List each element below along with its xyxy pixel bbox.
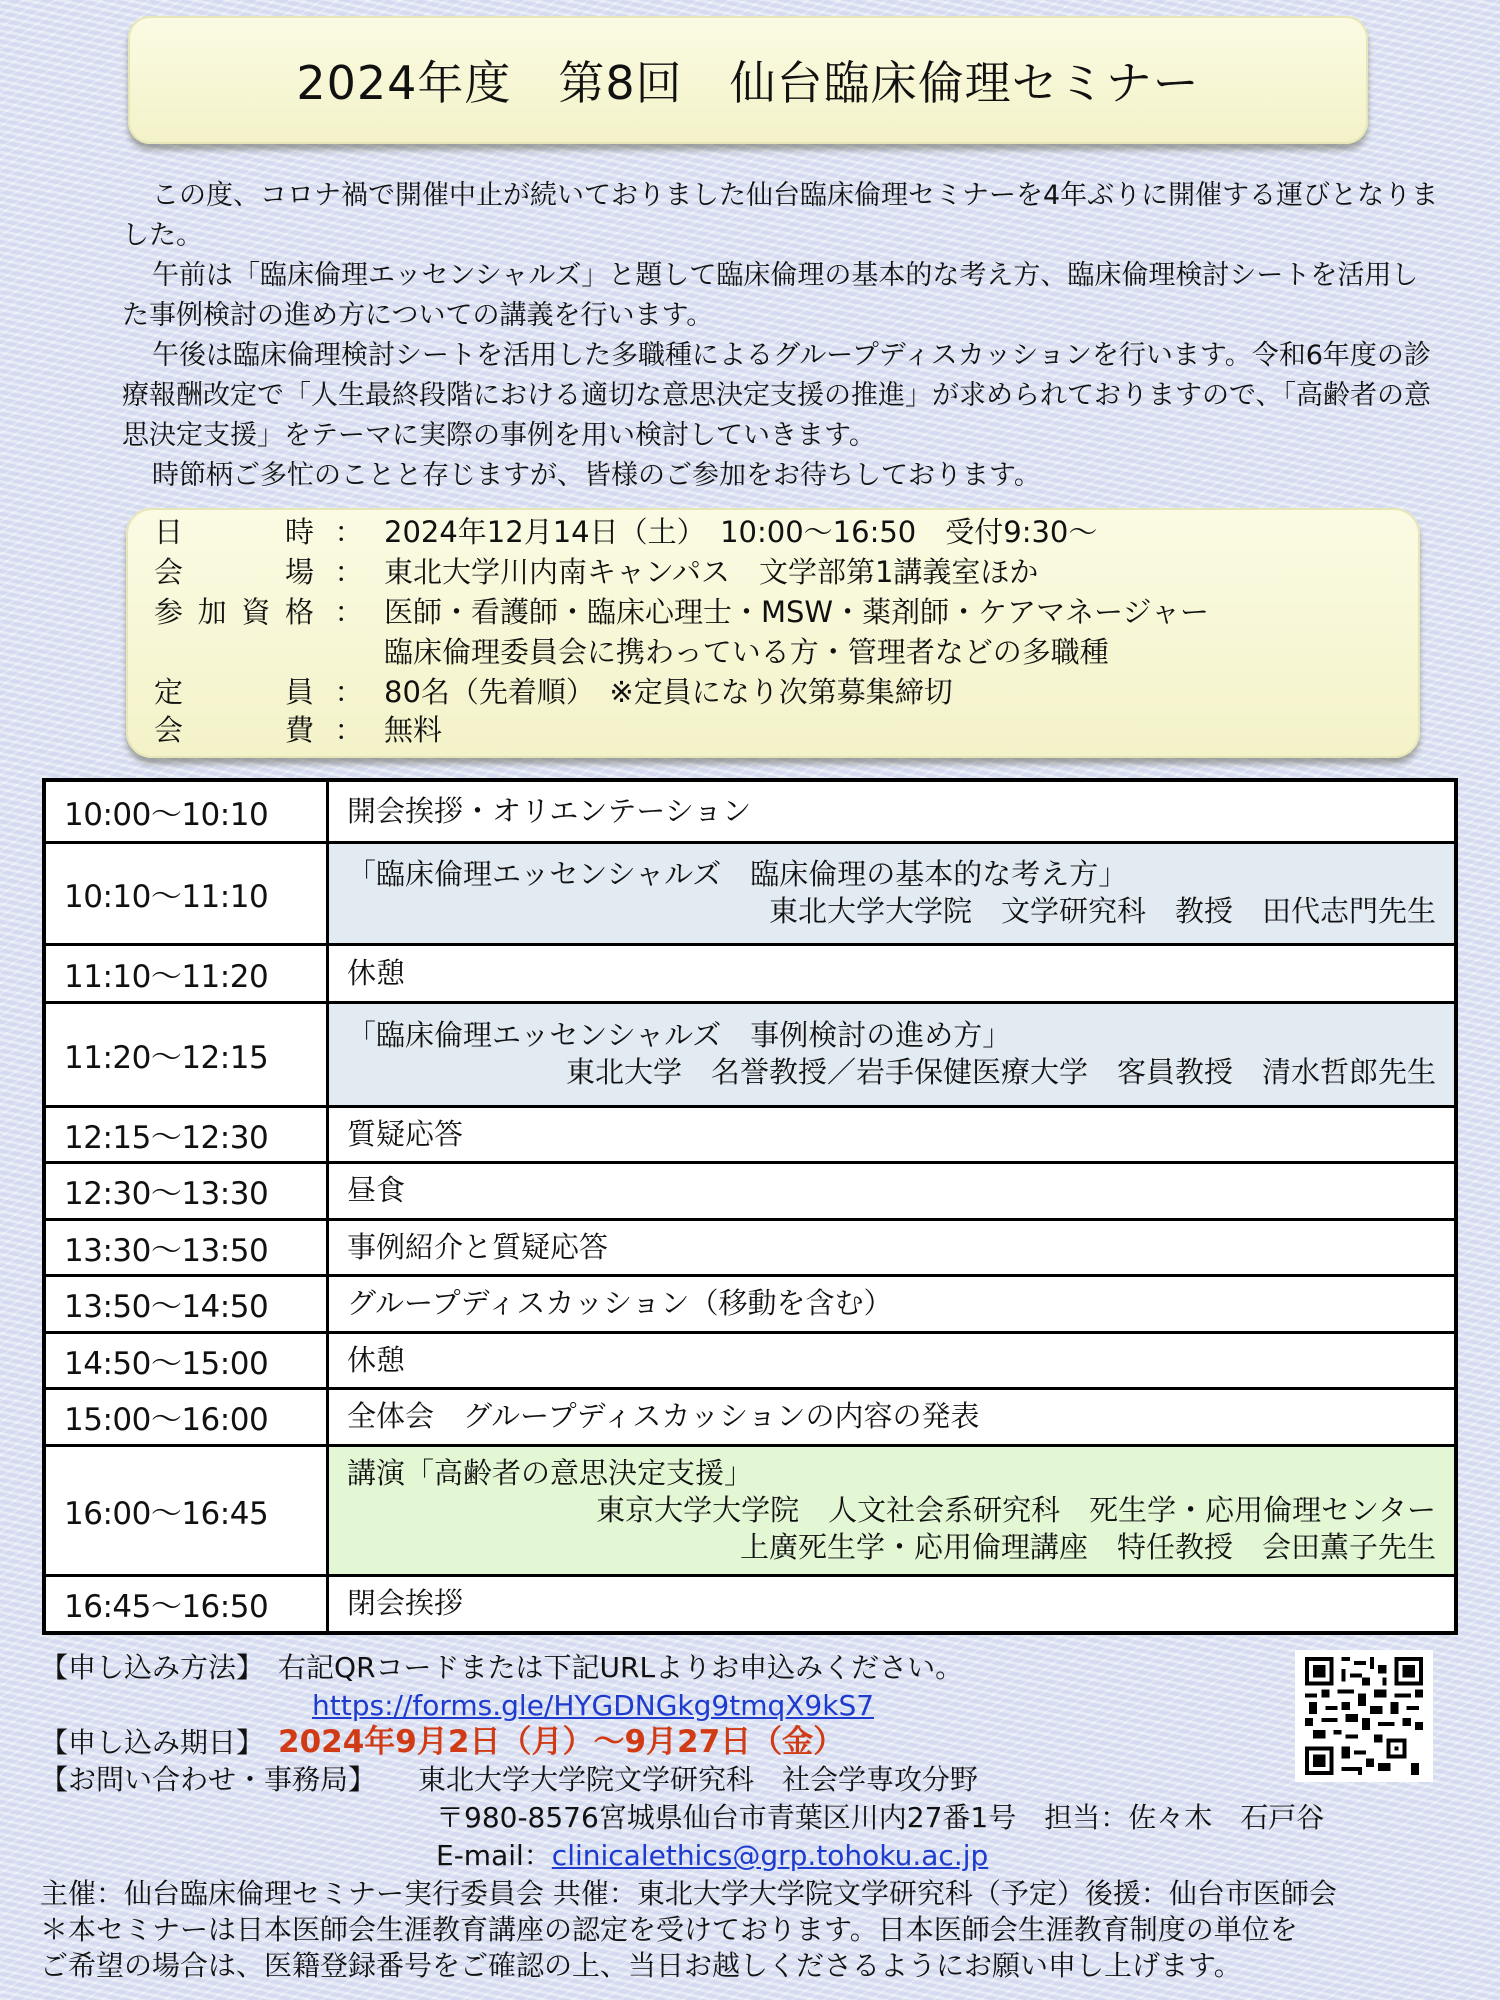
program-cell: 昼食 [328,1162,1457,1219]
application-url-link[interactable]: https://forms.gle/HYGDNGkg9tmqX9kS7 [312,1689,875,1722]
info-row-capacity: 定 員 ： 80名（先着順） ※定員になり次第募集締切 [154,672,953,712]
info-value: 東北大学川内南キャンパス 文学部第1講義室ほか [384,555,1039,589]
table-row [44,1106,1456,1162]
program-cell: 質疑応答 [328,1106,1457,1162]
table-row [44,1002,1456,1106]
cme-note: ＊本セミナーは日本医師会生涯教育講座の認定を受けております。日本医師会生涯教育制度の単位を [40,1913,1298,1946]
table-row [44,1332,1456,1388]
info-value: 医師・看護師・臨床心理士・MSW・薬剤師・ケアマネージャー [384,595,1209,629]
program-cell: 事例紹介と質疑応答 [328,1219,1457,1275]
time-cell: 10:00～10:10 [44,780,328,842]
sponsors-text: 主催：仙台臨床倫理セミナー実行委員会 共催：東北大学大学院文学研究科（予定）後援：仙台市医師会 [40,1877,1337,1910]
table-row [44,1575,1456,1633]
info-row-eligibility-cont [154,632,1109,672]
table-row [44,1445,1456,1575]
info-label: 日 時 [154,515,314,549]
info-value: 無料 [384,713,443,747]
contact-address: 〒980-8576宮城県仙台市青葉区川内27番1号 担当：佐々木 石戸谷 [436,1801,1325,1834]
application-method-text: 右記QRコードまたは下記URLよりお申込みください。 [278,1651,964,1684]
time-cell: 12:15～12:30 [44,1106,328,1162]
time-cell: 10:10～11:10 [44,842,328,944]
info-label: 会 場 [154,555,314,589]
info-row-eligibility: 参 加 資 格 ： 医師・看護師・臨床心理士・MSW・薬剤師・ケアマネージャー [154,592,1209,632]
intro-paragraph: この度、コロナ禍で開催中止が続いておりました仙台臨床倫理セミナーを4年ぶりに開催する運びとなりました。 [122,180,1439,251]
intro-paragraph: 午前は「臨床倫理エッセンシャルズ」と題して臨床倫理の基本的な考え方、臨床倫理検討シートを活用した事例検討の進め方についての講義を行います。 [122,260,1419,331]
contact-label: 【お問い合わせ・事務局】 [40,1763,363,1796]
table-row [44,842,1456,944]
program-cell: 「臨床倫理エッセンシャルズ 事例検討の進め方」 東北大学 名誉教授／岩手保健医療大学 客員教授 清水哲郎先生 [328,1002,1457,1106]
time-cell: 11:20～12:15 [44,1002,328,1106]
program-cell: 講演「高齢者の意思決定支援」 東京大学大学院 人文社会系研究科 死生学・応用倫理センター 上廣死生学・応用倫理講座 特任教授 会田薫子先生 [328,1445,1457,1575]
table-row [44,1162,1456,1219]
table-row [44,944,1456,1002]
time-cell: 13:30～13:50 [44,1219,328,1275]
time-cell: 15:00～16:00 [44,1388,328,1445]
time-cell: 16:00～16:45 [44,1445,328,1575]
time-cell: 16:45～16:50 [44,1575,328,1633]
table-row [44,1388,1456,1445]
contact-email: E-mail：clinicalethics@grp.tohoku.ac.jp [436,1839,989,1872]
info-row-venue: 会 場 ： 東北大学川内南キャンパス 文学部第1講義室ほか [154,552,1038,592]
application-period-text: 2024年9月2日（月）～9月27日（金） [278,1724,845,1760]
event-info-box [126,508,1420,758]
program-cell: 閉会挨拶 [328,1575,1457,1633]
table-row [44,1275,1456,1332]
info-row-fee: 会 費 ： 無料 [154,710,442,750]
info-label: 会 費 [154,713,314,747]
time-cell: 11:10～11:20 [44,944,328,1002]
info-value: 2024年12月14日（土） 10:00～16:50 受付9:30～ [384,515,1098,549]
cme-note-cont: ご希望の場合は、医籍登録番号をご確認の上、当日お越しくださるようにお願い申し上げます。 [40,1949,1242,1982]
program-cell: グループディスカッション（移動を含む） [328,1275,1457,1332]
intro-text [122,176,1442,496]
program-cell: 休憩 [328,944,1457,1002]
title-banner [128,16,1368,144]
application-method [40,1650,963,1686]
contact-org: 【お問い合わせ・事務局】 東北大学大学院文学研究科 社会学専攻分野 [40,1763,979,1796]
program-cell: 「臨床倫理エッセンシャルズ 臨床倫理の基本的な考え方」 東北大学大学院 文学研究科 教授 田代志門先生 [328,842,1457,944]
info-value: 80名（先着順） ※定員になり次第募集締切 [384,675,953,709]
qr-code-icon[interactable] [1295,1650,1433,1782]
time-cell: 13:50～14:50 [44,1275,328,1332]
program-cell: 全体会 グループディスカッションの内容の発表 [328,1388,1457,1445]
time-cell: 14:50～15:00 [44,1332,328,1388]
page-title: 2024年度 第8回 仙台臨床倫理セミナー [296,56,1200,110]
table-row [44,780,1456,842]
info-label: 定 員 [154,675,314,709]
program-cell: 開会挨拶・オリエンテーション [328,780,1457,842]
info-row-datetime: 日 時 ： 2024年12月14日（土） 10:00～16:50 受付9:30～ [154,512,1097,552]
intro-paragraph: 時節柄ご多忙のことと存じますが、皆様のご参加をお待ちしております。 [152,460,1041,491]
application-method-label: 【申し込み方法】 [40,1651,251,1684]
time-cell: 12:30～13:30 [44,1162,328,1219]
program-cell: 休憩 [328,1332,1457,1388]
email-link[interactable]: clinicalethics@grp.tohoku.ac.jp [551,1839,989,1872]
intro-paragraph: 午後は臨床倫理検討シートを活用した多職種によるグループディスカッションを行います。令和6年度の診療報酬改定で「人生最終段階における適切な意思決定支援の推進」が求められておりますので、「高齢者の意思決定支援」をテーマに実際の事例を用い検討していきます。 [122,340,1431,451]
application-period [40,1724,844,1761]
application-period-label: 【申し込み期日】 [40,1726,251,1759]
info-value: 臨床倫理委員会に携わっている方・管理者などの多職種 [384,635,1109,669]
table-row [44,1219,1456,1275]
schedule-table [42,778,1458,1635]
info-label: 参 加 資 格 [154,595,314,629]
